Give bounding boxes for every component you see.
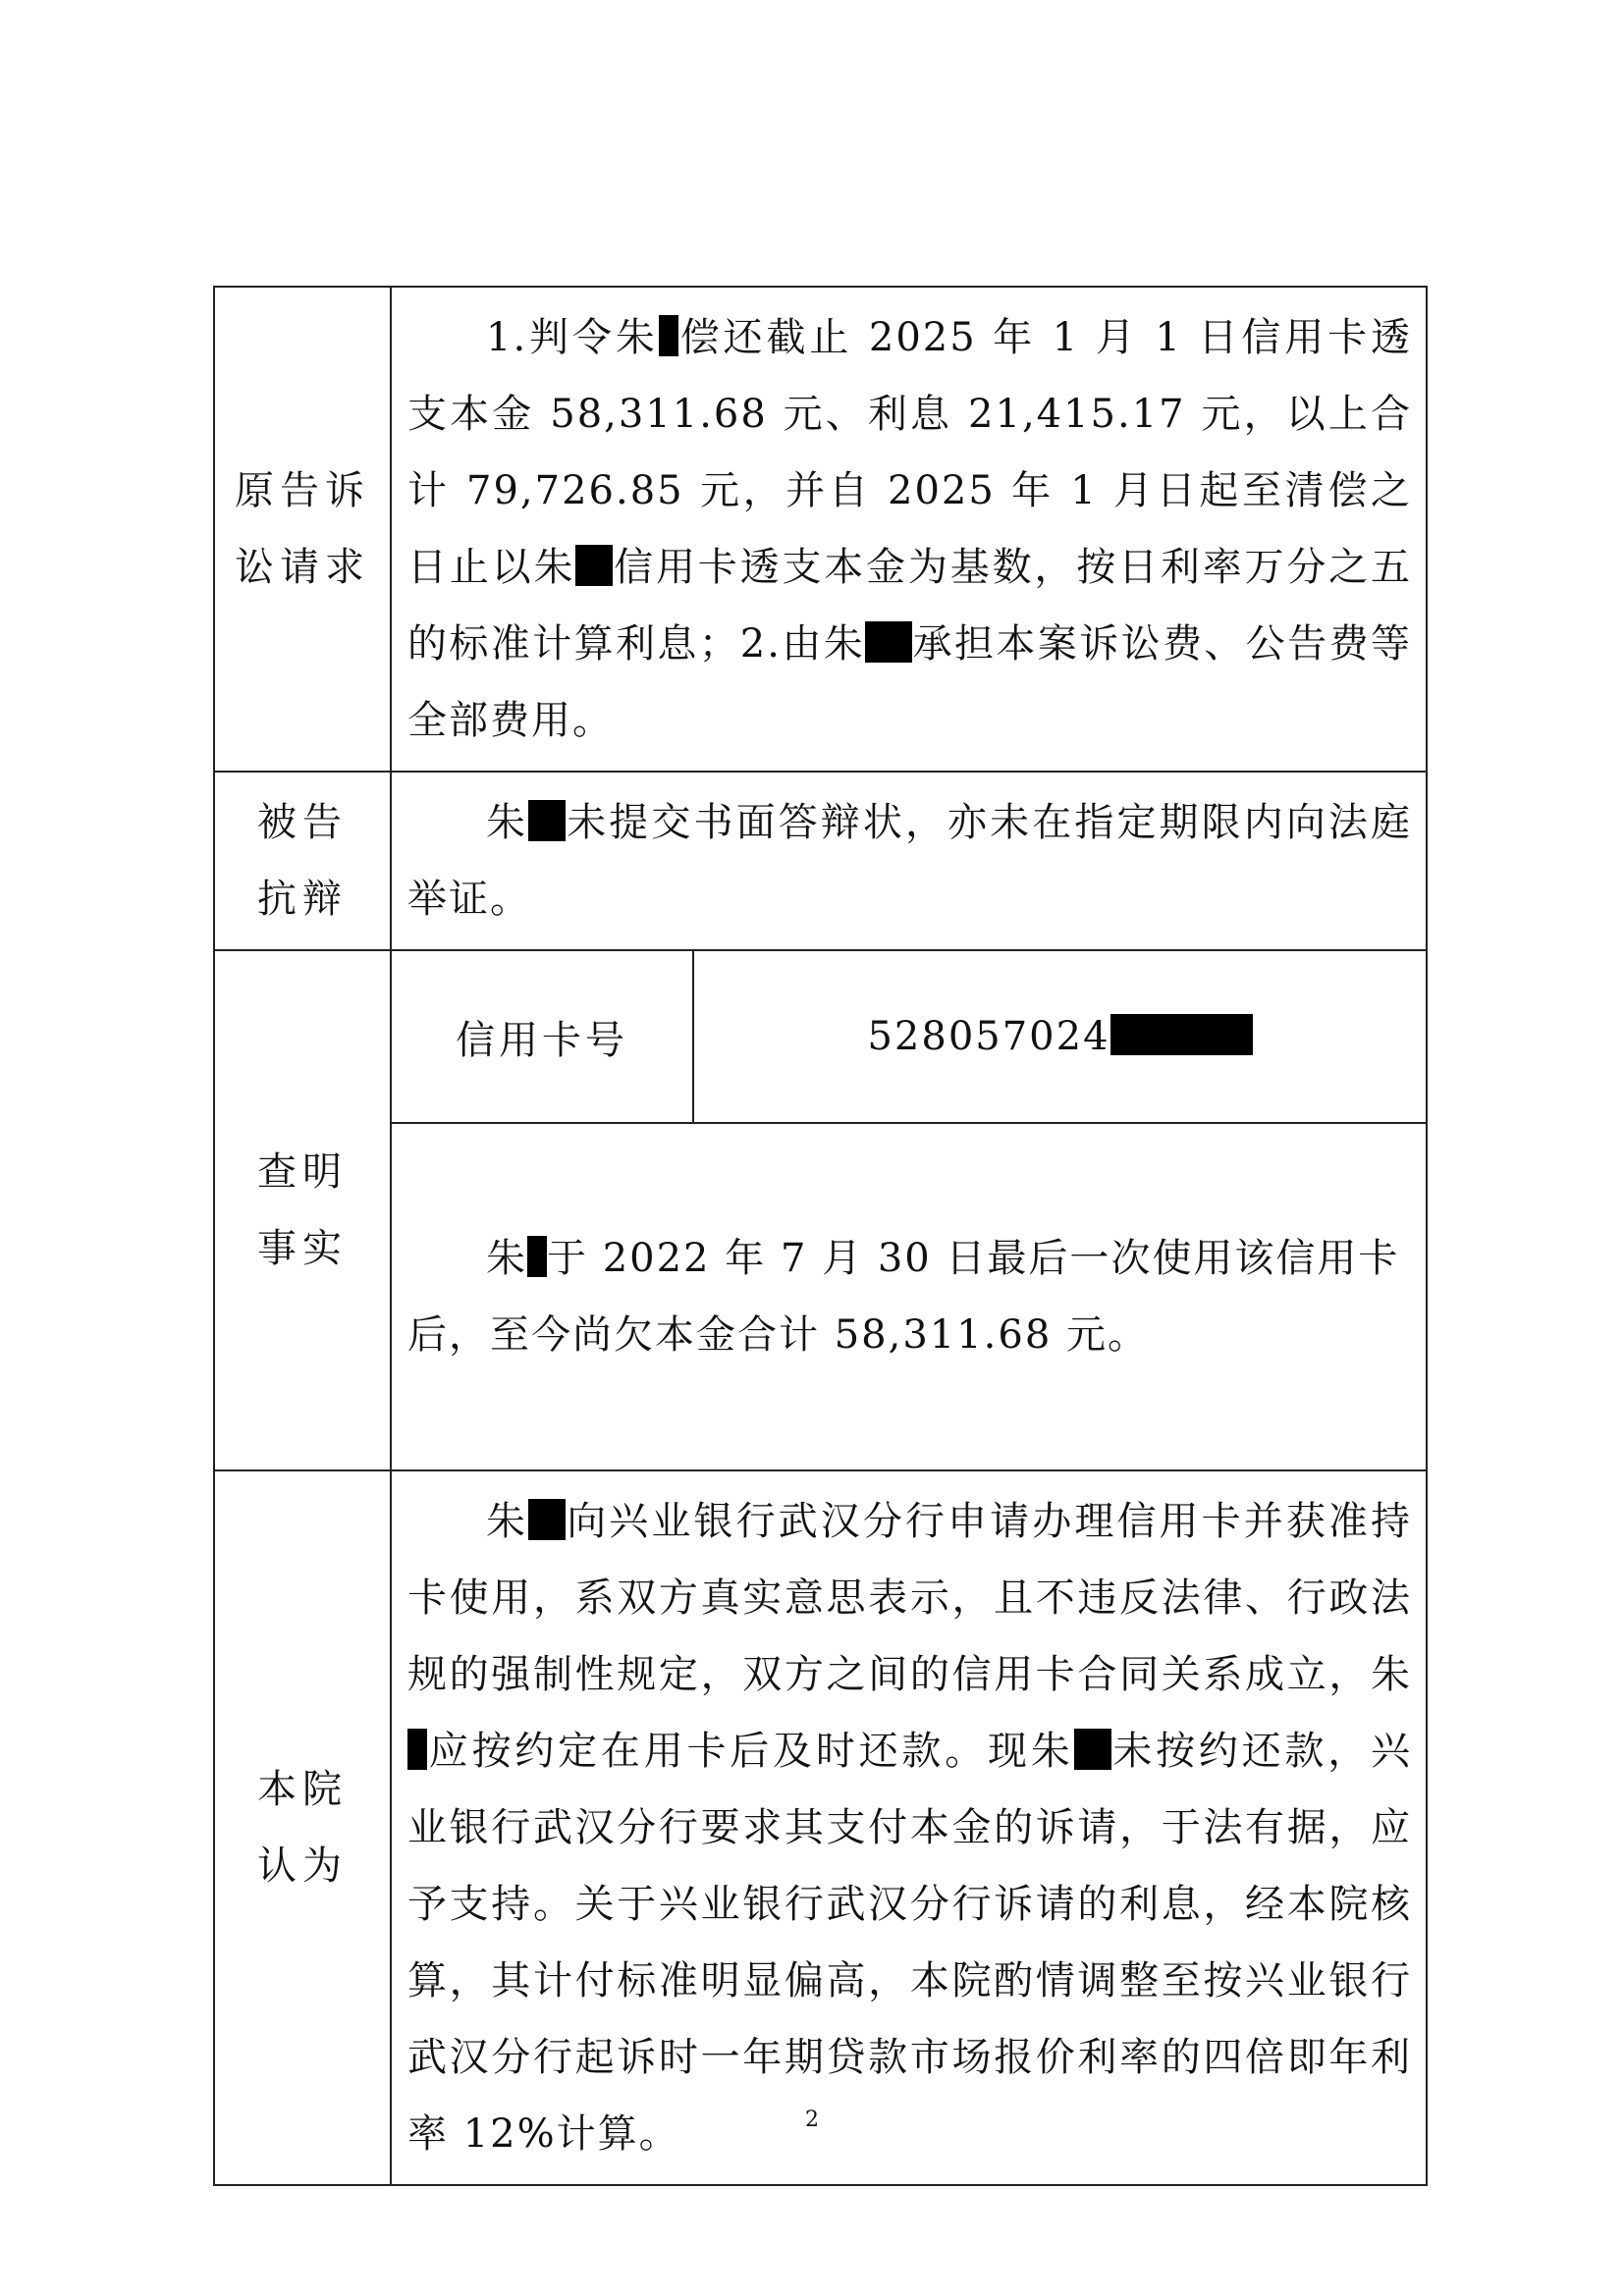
redaction-block <box>1074 1729 1111 1770</box>
opinion-paragraph: 朱 向兴业银行武汉分行申请办理信用卡并获准持卡使用，系双方真实意思表示，且不违反法律、行政法规的强制性规定，双方之间的信用卡合同关系成立，朱应按约定在用卡后及时还款。现朱 未按约还款，兴业银行武汉分行要求其支付本金的诉请，于法有据，应予支持。关于兴业银行武汉分行诉请的利息，经本院核算，其计付标准明显偏高，本院酌情调整至按兴业银行武汉分行起诉时一年期贷款市场报价利率的四倍即年利率 12%计算。 <box>407 1499 1413 2157</box>
page-number: 2 <box>805 2108 819 2132</box>
facts-row <box>214 950 1427 1470</box>
judgment-table <box>213 286 1428 2186</box>
card-row <box>392 951 1426 1123</box>
defense-row <box>214 772 1427 950</box>
redaction-block <box>1110 1014 1253 1055</box>
claims-content <box>391 287 1427 772</box>
defense-paragraph: 朱 未提交书面答辩状，亦未在指定期限内向法庭举证。 <box>407 800 1413 922</box>
defense-content <box>391 772 1427 950</box>
card-number-label: 信用卡号 <box>392 951 693 1123</box>
redaction-block <box>528 1499 566 1540</box>
opinion-row <box>214 1470 1427 2185</box>
facts-paragraph: 朱 于 2022 年 7 月 30 日最后一次使用该信用卡后，至今尚欠本金合计 58,311.68 元。 <box>407 1236 1400 1358</box>
opinion-content <box>391 1470 1427 2185</box>
redaction-block <box>575 545 613 586</box>
fact-text-row <box>392 1123 1426 1469</box>
facts-label: 查明 事实 <box>214 950 391 1470</box>
card-number-value: 52805702​4 <box>693 951 1426 1123</box>
defense-label: 被告 抗辩 <box>214 772 391 950</box>
redaction-block <box>407 1729 427 1770</box>
facts-content <box>391 950 1427 1470</box>
card-info-table <box>392 951 1426 1469</box>
redaction-block <box>659 315 678 356</box>
claims-paragraph: 1.判令朱 偿还截止 2025 年 1 月 1 日信用卡透支本金 58,311.68 元、利息 21,415.17 元，以上合计 79,726.85 元，并自 2025 年 1 月日起至清偿之日止以朱 信用卡透支本金为基数，按日利率万分之五的标准计算利息；2.由朱 承担本案诉讼费、公告费等全部费用。 <box>407 315 1413 743</box>
claims-label: 原告诉 讼请求 <box>214 287 391 772</box>
redaction-block <box>527 1236 547 1277</box>
fact-text-cell <box>392 1123 1426 1469</box>
redaction-block <box>865 621 912 663</box>
redaction-block <box>528 800 566 841</box>
claims-row <box>214 287 1427 772</box>
opinion-label: 本院 认为 <box>214 1470 391 2185</box>
